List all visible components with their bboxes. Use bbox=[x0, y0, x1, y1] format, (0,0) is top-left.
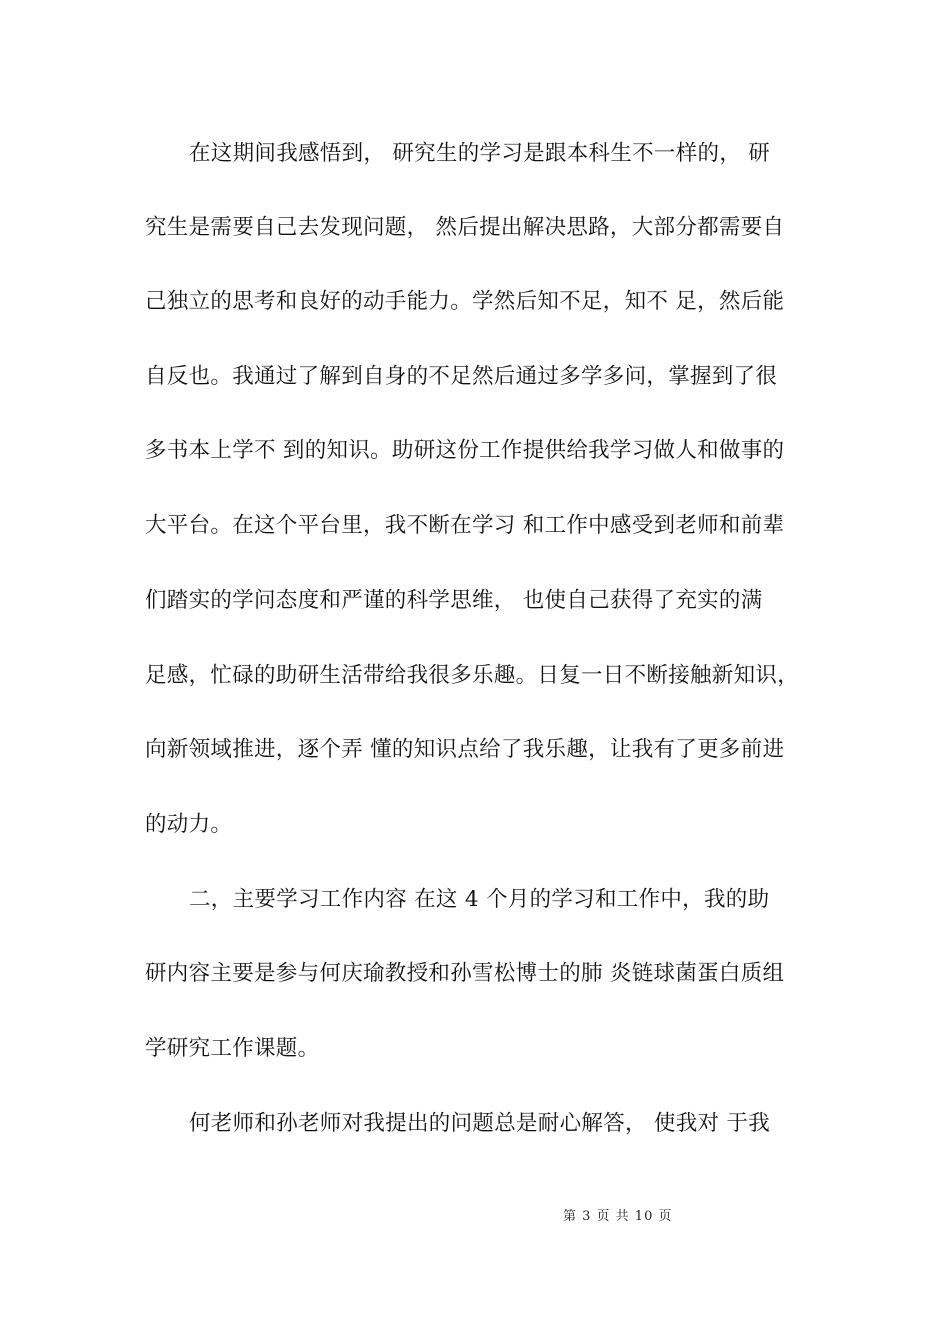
paragraph-1-line-3: 己独立的思考和良好的动手能力。学然后知不足，知不 足，然后能 bbox=[145, 289, 785, 314]
paragraph-1-line-1: 在这期间我感悟到， 研究生的学习是跟本科生不一样的， 研 bbox=[189, 141, 771, 166]
paragraph-1-line-6: 大平台。在这个平台里，我不断在学习 和工作中感受到老师和前辈 bbox=[145, 513, 785, 538]
page-number-footer: 第 3 页 共 10 页 bbox=[563, 1209, 673, 1224]
paragraph-3-line-1: 何老师和孙老师对我提出的问题总是耐心解答， 使我对 于我 bbox=[189, 1111, 771, 1136]
paragraph-2-line-1: 二，主要学习工作内容 在这 4 个月的学习和工作中，我的助 bbox=[189, 887, 770, 912]
paragraph-1-line-5: 多书本上学不 到的知识。助研这份工作提供给我学习做人和做事的 bbox=[145, 438, 785, 463]
paragraph-2-line-2: 研内容主要是参与何庆瑜教授和孙雪松博士的肺 炎链球菌蛋白质组 bbox=[145, 961, 785, 986]
paragraph-1-line-10: 的动力。 bbox=[145, 812, 233, 837]
paragraph-1-line-7: 们踏实的学问态度和严谨的科学思维， 也使自己获得了充实的满 bbox=[145, 588, 763, 613]
paragraph-1-line-4: 自反也。我通过了解到自身的不足然后通过多学多问，掌握到了很 bbox=[145, 364, 778, 389]
paragraph-1-line-9: 向新领域推进，逐个弄 懂的知识点给了我乐趣，让我有了更多前进 bbox=[145, 737, 785, 762]
paragraph-2-line-3: 学研究工作课题。 bbox=[145, 1036, 320, 1061]
paragraph-1-line-8: 足感，忙碌的助研生活带给我很多乐趣。日复一日不断接触新知识， bbox=[145, 663, 800, 688]
paragraph-1-line-2: 究生是需要自己去发现问题， 然后提出解决思路，大部分都需要自 bbox=[145, 215, 785, 240]
